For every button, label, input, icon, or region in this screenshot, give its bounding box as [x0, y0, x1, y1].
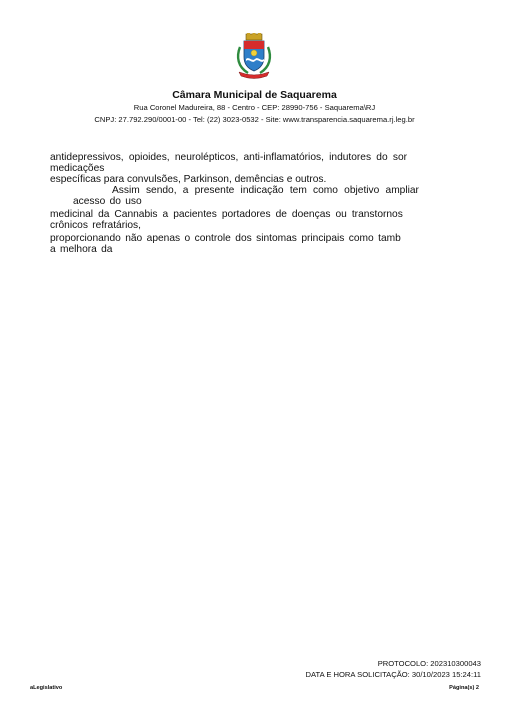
body-line: medicações: [50, 163, 105, 174]
footer-brand: aLegislativo: [30, 685, 63, 691]
organization-name: Câmara Municipal de Saquarema: [172, 89, 337, 101]
page-number: Página(s) 2: [449, 685, 479, 691]
body-line: medicinal da Cannabis a pacientes portadores de doenças ou transtornos: [50, 209, 403, 220]
request-datetime: DATA E HORA SOLICITAÇÃO: 30/10/2023 15:24:11: [305, 670, 481, 679]
body-line: antidepressivos, opioides, neurolépticos, anti-inflamatórios, indutores do sor: [50, 152, 407, 163]
body-line: acesso do uso: [73, 196, 142, 207]
body-line: a melhora da: [50, 244, 113, 255]
organization-contact: CNPJ: 27.792.290/0001-00 - Tel: (22) 3023-0532 - Site: www.transparencia.saquarema.rj.leg.br: [94, 115, 415, 124]
organization-address: Rua Coronel Madureira, 88 - Centro - CEP: 28990-756 - Saquarema\RJ: [133, 103, 376, 112]
body-line: específicas para convulsões, Parkinson, demências e outros.: [50, 174, 327, 185]
body-line: proporcionando não apenas o controle dos sintomas principais como tamb: [50, 233, 401, 244]
body-line: crônicos refratários,: [50, 220, 141, 231]
body-line: Assim sendo, a presente indicação tem como objetivo ampliar: [112, 185, 419, 196]
protocol-number: PROTOCOLO: 202310300043: [377, 659, 481, 668]
coat-of-arms-logo: [234, 33, 274, 79]
